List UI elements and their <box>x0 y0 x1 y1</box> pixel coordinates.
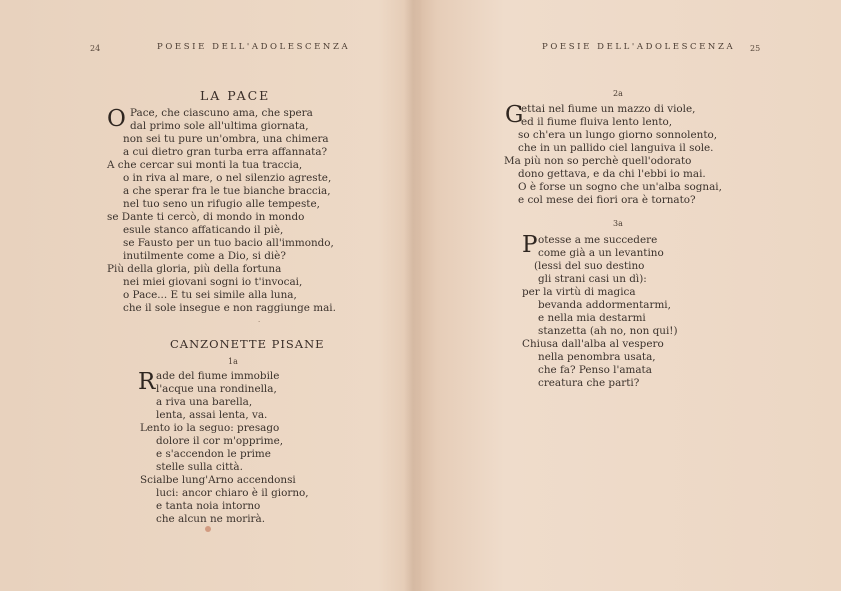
verse-line: e tanta noia intorno <box>156 500 261 512</box>
verse-line: come già a un levantino <box>538 247 664 259</box>
page-speck: · <box>258 318 261 326</box>
verse-line: Scialbe lung'Arno accendonsi <box>140 474 296 486</box>
left-page <box>0 0 412 591</box>
verse-line: che in un pallido ciel languiva il sole. <box>518 142 714 154</box>
verse-line: O è forse un sogno che un'alba sognai, <box>518 181 722 193</box>
section-number: 2a <box>613 89 623 98</box>
verse-line: se Dante ti cercò, di mondo in mondo <box>107 211 305 223</box>
verse-line: ade del fiume immobile <box>156 370 280 382</box>
verse-line: stelle sulla città. <box>156 461 243 473</box>
verse-line: lenta, assai lenta, va. <box>156 409 268 421</box>
verse-line: gli strani casi un dì): <box>538 273 647 285</box>
poem-title-la-pace: LA PACE <box>200 88 271 103</box>
verse-line: se Fausto per un tuo bacio all'immondo, <box>123 237 334 249</box>
verse-line: e nella mia destarmi <box>538 312 646 324</box>
left-page-number: 24 <box>90 44 101 53</box>
verse-line: o Pace... E tu sei simile alla luna, <box>123 289 297 301</box>
left-running-head: POESIE DELL'ADOLESCENZA <box>157 42 351 52</box>
verse-line: che fa? Penso l'amata <box>538 364 652 376</box>
verse-line: e s'accendon le prime <box>156 448 271 460</box>
verse-line: a che sperar fra le tue bianche braccia, <box>123 185 331 197</box>
verse-line: e col mese dei fiori ora è tornato? <box>518 194 696 206</box>
verse-line: Ma più non so perchè quell'odorato <box>504 155 692 167</box>
verse-line: ed il fiume fluiva lento lento, <box>521 116 673 128</box>
verse-line: Chiusa dall'alba al vespero <box>522 338 664 350</box>
verse-line: che alcun ne morirà. <box>156 513 265 525</box>
verse-line: so ch'era un lungo giorno sonnolento, <box>518 129 718 141</box>
verse-line: o in riva al mare, o nel silenzio agreste, <box>123 172 332 184</box>
right-running-head: POESIE DELL'ADOLESCENZA <box>542 42 736 52</box>
verse-line: che il sole insegue e non raggiunge mai. <box>123 302 336 314</box>
verse-line: bevanda addormentarmi, <box>538 299 671 311</box>
dropcap-r: R <box>138 369 156 395</box>
section-number: 1a <box>228 357 238 366</box>
verse-line: inutilmente come a Dio, si diè? <box>123 250 286 262</box>
verse-line: dolore il cor m'opprime, <box>156 435 284 447</box>
verse-line: otesse a me succedere <box>538 234 658 246</box>
right-page <box>420 0 841 591</box>
poem-title-canzonette-pisane: CANZONETTE PISANE <box>170 337 325 351</box>
verse-line: Più della gloria, più della fortuna <box>107 263 282 275</box>
verse-line: creatura che parti? <box>538 377 640 389</box>
verse-line: dono gettava, e da chi l'ebbi io mai. <box>518 168 706 180</box>
verse-line: dal primo sole all'ultima giornata, <box>130 120 309 132</box>
verse-line: esule stanco affaticando il piè, <box>123 224 284 236</box>
verse-line: a cui dietro gran turba erra affannata? <box>123 146 328 158</box>
right-page-number: 25 <box>750 44 761 53</box>
dropcap-p: P <box>522 232 538 258</box>
verse-line: luci: ancor chiaro è il giorno, <box>156 487 309 499</box>
verse-line: nella penombra usata, <box>538 351 656 363</box>
verse-line: nei miei giovani sogni io t'invocai, <box>123 276 303 288</box>
dropcap-g: G <box>505 102 524 128</box>
verse-line: non sei tu pure un'ombra, una chimera <box>123 133 329 145</box>
verse-line: A che cercar sui monti la tua traccia, <box>107 159 303 171</box>
verse-line: ettai nel fiume un mazzo di viole, <box>521 103 696 115</box>
dropcap-o: O <box>107 106 126 132</box>
ink-stain <box>205 526 211 532</box>
verse-line: a riva una barella, <box>156 396 253 408</box>
verse-line: l'acque una rondinella, <box>156 383 277 395</box>
verse-line: Pace, che ciascuno ama, che spera <box>130 107 313 119</box>
verse-line: nel tuo seno un rifugio alle tempeste, <box>123 198 320 210</box>
verse-line: stanzetta (ah no, non qui!) <box>538 325 678 337</box>
verse-line: per la virtù di magica <box>522 286 636 298</box>
section-number: 3a <box>613 219 623 228</box>
verse-line: (lessi del suo destino <box>534 260 645 272</box>
verse-line: Lento io la seguo: presago <box>140 422 280 434</box>
